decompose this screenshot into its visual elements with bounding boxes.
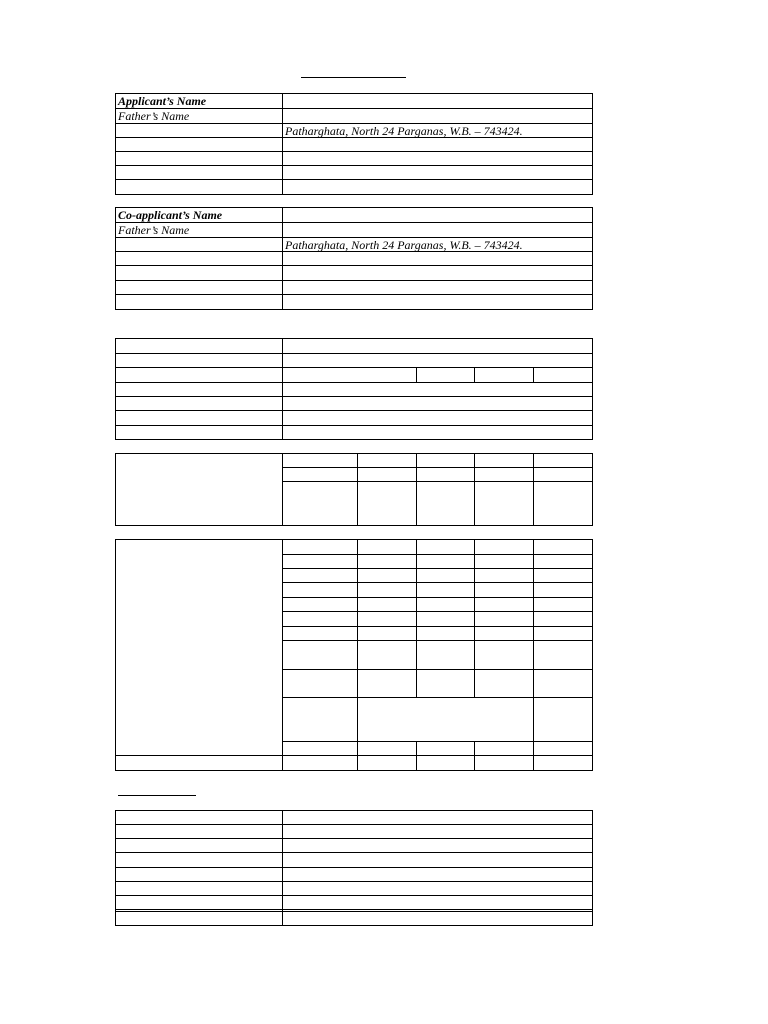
blank-cell <box>116 281 283 295</box>
blank-cell[interactable] <box>283 411 593 426</box>
blank-cell <box>116 912 283 926</box>
blank-cell <box>116 152 283 166</box>
blank-cell <box>116 853 283 868</box>
blank-cell <box>116 540 283 756</box>
blank-cell[interactable] <box>358 569 417 583</box>
blank-cell <box>116 882 283 896</box>
blank-cell <box>116 426 283 440</box>
blank-cell[interactable] <box>534 756 593 771</box>
blank-cell[interactable] <box>534 641 593 670</box>
blank-cell[interactable] <box>417 540 475 555</box>
blank-cell <box>116 411 283 426</box>
details-table <box>115 338 593 440</box>
blank-cell[interactable] <box>358 756 417 771</box>
applicant-name-label: Applicant’s Name <box>116 94 283 109</box>
grid-table-small <box>115 453 593 526</box>
blank-cell[interactable] <box>283 252 593 266</box>
blank-cell[interactable] <box>417 627 475 641</box>
blank-cell[interactable] <box>283 454 358 468</box>
blank-cell[interactable] <box>358 555 417 569</box>
blank-cell[interactable] <box>417 555 475 569</box>
blank-cell[interactable] <box>534 598 593 612</box>
blank-cell[interactable] <box>475 368 534 383</box>
co-applicant-address-value: Patharghata, North 24 Parganas, W.B. – 743424. <box>283 238 593 252</box>
blank-cell[interactable] <box>358 698 534 742</box>
blank-cell[interactable] <box>283 482 358 526</box>
blank-cell <box>116 266 283 281</box>
blank-cell <box>116 868 283 882</box>
blank-cell <box>116 166 283 180</box>
blank-cell[interactable] <box>475 641 534 670</box>
blank-cell <box>116 397 283 411</box>
blank-cell[interactable] <box>417 670 475 698</box>
blank-cell[interactable] <box>417 641 475 670</box>
blank-cell[interactable] <box>283 598 358 612</box>
blank-cell[interactable] <box>283 896 593 910</box>
blank-cell[interactable] <box>534 482 593 526</box>
applicant-address-value: Patharghata, North 24 Parganas, W.B. – 743424. <box>283 124 593 138</box>
applicant-father-label: Father’s Name <box>116 109 283 124</box>
blank-cell[interactable] <box>283 368 417 383</box>
blank-cell[interactable] <box>475 482 534 526</box>
blank-cell <box>116 252 283 266</box>
co-applicant-address-label <box>116 238 283 252</box>
blank-cell[interactable] <box>283 742 358 756</box>
blank-cell[interactable] <box>283 152 593 166</box>
blank-cell[interactable] <box>358 454 417 468</box>
blank-cell <box>116 756 283 771</box>
blank-cell[interactable] <box>283 180 593 195</box>
blank-cell[interactable] <box>534 670 593 698</box>
blank-cell[interactable] <box>417 612 475 627</box>
blank-cell[interactable] <box>283 555 358 569</box>
blank-cell[interactable] <box>283 166 593 180</box>
blank-cell[interactable] <box>283 583 358 598</box>
blank-cell[interactable] <box>283 295 593 310</box>
blank-cell <box>116 811 283 825</box>
blank-cell[interactable] <box>283 882 593 896</box>
co-applicant-name-label: Co-applicant’s Name <box>116 208 283 223</box>
blank-cell[interactable] <box>283 698 358 742</box>
blank-cell <box>116 180 283 195</box>
blank-cell[interactable] <box>534 569 593 583</box>
co-applicant-father-value[interactable] <box>283 223 593 238</box>
blank-cell[interactable] <box>283 912 593 926</box>
blank-cell[interactable] <box>475 627 534 641</box>
blank-cell <box>116 368 283 383</box>
blank-cell[interactable] <box>283 468 358 482</box>
blank-cell[interactable] <box>534 555 593 569</box>
blank-cell[interactable] <box>475 555 534 569</box>
blank-cell[interactable] <box>534 540 593 555</box>
blank-cell[interactable] <box>475 583 534 598</box>
blank-cell <box>116 295 283 310</box>
blank-cell[interactable] <box>283 339 593 354</box>
blank-cell[interactable] <box>417 454 475 468</box>
blank-cell[interactable] <box>417 598 475 612</box>
blank-cell[interactable] <box>283 825 593 839</box>
blank-cell[interactable] <box>283 266 593 281</box>
blank-cell[interactable] <box>534 454 593 468</box>
blank-cell <box>116 454 283 526</box>
applicant-father-value[interactable] <box>283 109 593 124</box>
section-underline <box>118 795 196 796</box>
blank-cell[interactable] <box>534 742 593 756</box>
blank-cell[interactable] <box>358 598 417 612</box>
blank-cell[interactable] <box>417 468 475 482</box>
blank-cell <box>116 896 283 910</box>
blank-cell[interactable] <box>417 482 475 526</box>
title-underline <box>301 77 406 78</box>
blank-cell <box>116 825 283 839</box>
blank-cell[interactable] <box>534 612 593 627</box>
blank-cell[interactable] <box>475 454 534 468</box>
blank-cell <box>116 138 283 152</box>
blank-cell[interactable] <box>283 397 593 411</box>
blank-cell[interactable] <box>358 468 417 482</box>
blank-cell[interactable] <box>283 670 358 698</box>
blank-cell[interactable] <box>358 742 417 756</box>
blank-cell[interactable] <box>358 641 417 670</box>
blank-cell[interactable] <box>283 426 593 440</box>
blank-cell[interactable] <box>283 811 593 825</box>
blank-cell[interactable] <box>358 670 417 698</box>
blank-cell[interactable] <box>475 569 534 583</box>
blank-cell[interactable] <box>358 540 417 555</box>
blank-cell[interactable] <box>417 368 475 383</box>
blank-cell[interactable] <box>534 698 593 742</box>
blank-cell[interactable] <box>417 742 475 756</box>
blank-cell[interactable] <box>475 756 534 771</box>
blank-cell[interactable] <box>283 612 358 627</box>
blank-cell[interactable] <box>283 756 358 771</box>
blank-cell[interactable] <box>475 468 534 482</box>
blank-cell <box>116 339 283 354</box>
blank-cell[interactable] <box>283 281 593 295</box>
blank-cell[interactable] <box>475 598 534 612</box>
blank-cell[interactable] <box>417 583 475 598</box>
blank-cell[interactable] <box>534 468 593 482</box>
applicant-name-value[interactable] <box>283 94 593 109</box>
blank-cell[interactable] <box>358 627 417 641</box>
blank-cell[interactable] <box>358 583 417 598</box>
blank-cell[interactable] <box>534 583 593 598</box>
blank-cell[interactable] <box>417 756 475 771</box>
blank-cell[interactable] <box>283 569 358 583</box>
blank-cell[interactable] <box>475 612 534 627</box>
blank-cell[interactable] <box>283 540 358 555</box>
blank-cell[interactable] <box>283 383 593 397</box>
blank-cell[interactable] <box>417 569 475 583</box>
blank-cell <box>116 383 283 397</box>
blank-cell[interactable] <box>475 742 534 756</box>
blank-cell[interactable] <box>283 868 593 882</box>
applicant-table <box>115 93 593 195</box>
grid-table-large <box>115 539 593 771</box>
blank-cell[interactable] <box>283 138 593 152</box>
blank-cell[interactable] <box>534 368 593 383</box>
blank-cell[interactable] <box>283 354 593 368</box>
blank-cell[interactable] <box>358 482 417 526</box>
blank-cell[interactable] <box>534 627 593 641</box>
blank-cell[interactable] <box>475 670 534 698</box>
blank-cell[interactable] <box>283 839 593 853</box>
blank-cell[interactable] <box>475 540 534 555</box>
co-applicant-table <box>115 207 593 310</box>
blank-cell <box>116 354 283 368</box>
blank-cell <box>116 839 283 853</box>
blank-cell[interactable] <box>283 641 358 670</box>
blank-cell[interactable] <box>283 627 358 641</box>
co-applicant-father-label: Father’s Name <box>116 223 283 238</box>
final-table <box>115 810 593 926</box>
blank-cell[interactable] <box>283 853 593 868</box>
applicant-address-label <box>116 124 283 138</box>
blank-cell[interactable] <box>358 612 417 627</box>
co-applicant-name-value[interactable] <box>283 208 593 223</box>
